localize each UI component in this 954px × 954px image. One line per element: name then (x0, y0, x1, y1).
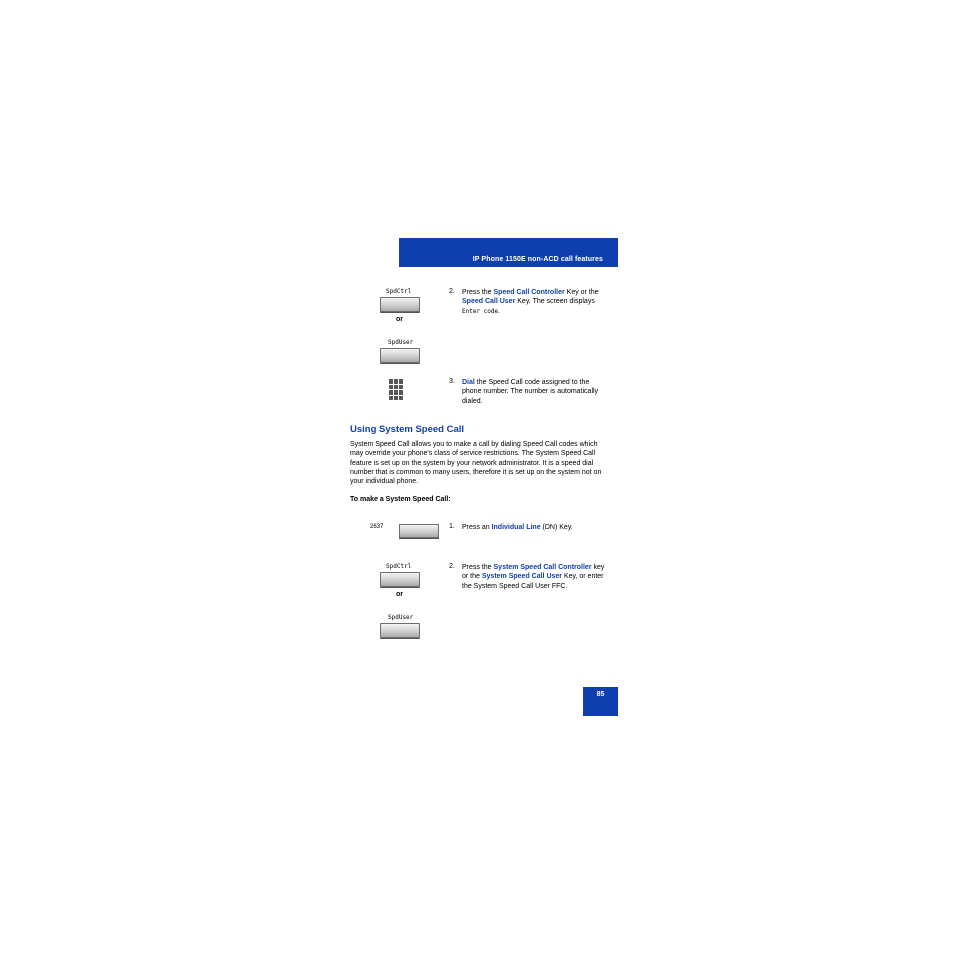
individual-line-key-button[interactable] (399, 524, 439, 538)
speed-call-user-term: Speed Call User (462, 298, 516, 306)
system-speed-call-user-term: System Speed Call User (481, 573, 563, 581)
or-label: or (396, 316, 403, 323)
step-text: Press the Speed Call Controller Key or the Speed Call User Key. The screen displays Enter code. (462, 289, 599, 315)
step-text: Dial the Speed Call code assigned to the phone number. The number is automatically dialed. (462, 379, 599, 405)
enter-code-display: Enter code (462, 307, 499, 315)
individual-line-term: Individual Line (491, 524, 541, 531)
keypad-icon (389, 379, 404, 401)
section-title: Using System Speed Call (350, 424, 465, 435)
page-number-box (583, 687, 618, 716)
softkey-label-spduser: SpdUser (388, 614, 414, 621)
spdctrl-softkey-button[interactable] (380, 297, 420, 312)
step-number: 2. (449, 288, 455, 295)
step-text: Press an Individual Line (DN) Key. (462, 524, 573, 531)
step-number: 3. (449, 378, 455, 385)
dial-term: Dial (462, 379, 475, 386)
step-number: 2. (449, 563, 455, 570)
line-key-label: 2637 (370, 524, 384, 530)
step-number: 1. (449, 523, 455, 530)
spdctrl-softkey-button[interactable] (380, 572, 420, 587)
spduser-softkey-button[interactable] (380, 348, 420, 363)
system-speed-call-controller-term: System Speed Call Controller (493, 564, 592, 571)
speed-call-controller-term: Speed Call Controller (493, 289, 565, 296)
procedure-subheading: To make a System Speed Call: (350, 496, 451, 503)
spduser-softkey-button[interactable] (380, 623, 420, 638)
page-number: 85 (596, 691, 605, 698)
softkey-label-spduser: SpdUser (388, 339, 414, 346)
softkey-label-spdctrl: SpdCtrl (386, 288, 412, 295)
or-label: or (396, 591, 403, 598)
section-body: System Speed Call allows you to make a call by dialing Speed Call codes which may override your phone's class of service restrictions. The System Speed Call feature is set up on the system by your network administrator. It is a speed dial number that is common to many users, therefore it is set up on the system not on your individual phone. (350, 441, 602, 486)
header-bar (399, 238, 618, 267)
step-text: Press the System Speed Call Controller key or the System Speed Call User Key, or enter the System Speed Call User FFC. (462, 564, 605, 590)
softkey-label-spdctrl: SpdCtrl (386, 563, 412, 570)
header-title: IP Phone 1150E non-ACD call features (472, 256, 603, 263)
